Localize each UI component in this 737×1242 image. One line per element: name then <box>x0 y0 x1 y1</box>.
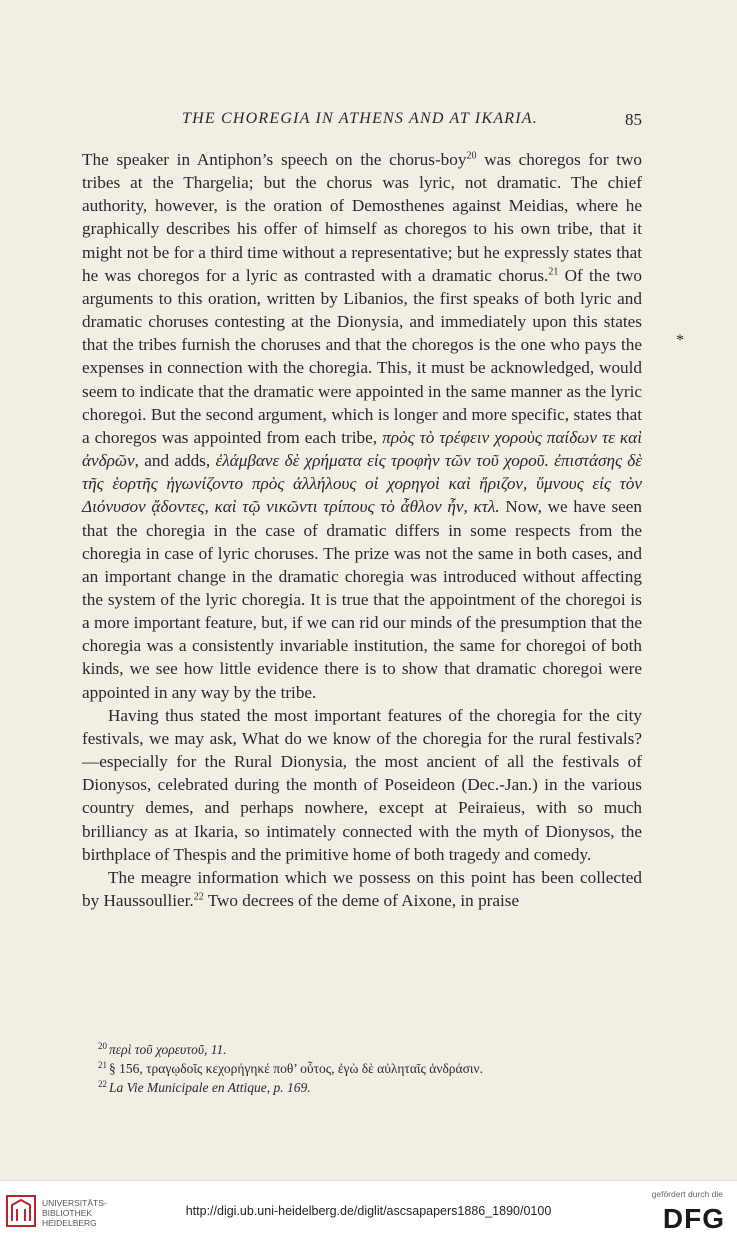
footnote-22 <box>82 1078 642 1097</box>
footnote-ref-21[interactable]: 21 <box>548 266 559 278</box>
text-run: Now, we have seen that the choregia in the case of dramatic differs in some respects from the choregia in case of lyric choruses. The prize was not the same in both cases, and an important change in the dramatic choregia was introduced without affecting the system of the lyric choregia. It is true that the appointment of the choregoi is a more important feature, but, if we can rid our minds of the presumption that the choregia was a consistently invariable institution, the same for choregoi of both kinds, we see how little evidence there is to show that dramatic choregoi were appointed in any way by the tribe. <box>82 497 642 702</box>
footnote-20 <box>82 1040 642 1059</box>
dfg-logo: DFG <box>662 1203 725 1234</box>
text-run: was choregos for two tribes at the Thargelia; but the chorus was lyric, not dramatic. The chief authority, however, is the oration of Demosthenes against Meidias, where he graphically describes his offer of himself as choregos to his own tribe, that it might not be for a third time without a representative; but he expressly states that he was choregos for a lyric as contrasted with a dramatic chorus. <box>82 150 642 285</box>
paragraph-2: Having thus stated the most important features of the choregia for the city festivals, we may ask, What do we know of the choregia for the rural festivals?—especially for the Rural Dionysia, the most ancient of all the festivals of Dionysos, celebrated during the month of Poseideon (Dec.-Jan.) in the various country demes, and perhaps nowhere, except at Peiraieus, with so much brilliancy as at Ikaria, so intimately connected with the myth of Dionysos, the birthplace of Thespis and the primitive home of both tragedy and comedy. <box>82 705 642 864</box>
funded-by-label: gefördert durch die <box>651 1189 723 1199</box>
footnote-number: 21 <box>98 1059 107 1070</box>
page-number: 85 <box>625 110 642 129</box>
margin-mark: * <box>676 332 684 349</box>
text-run: Two decrees of the deme of Aixone, in praise <box>203 891 520 910</box>
greek-quotation: ἐλάμβανε δὲ χρήματα εἰς τροφὴν τῶν τοῦ χοροῦ. ἐπιστάσης δὲ τῆς ἑορτῆς ἠγωνίζοντο πρὸς ἀλλήλους οἱ χορηγοὶ καὶ ἤριζον, ὕμνους εἰς τὸν Διόνυσον ᾄδοντες, καὶ τῷ νικῶντι τρίπους τὸ ἆθλον ἦν, κτλ. <box>82 451 643 517</box>
institution-line: BIBLIOTHEK <box>42 1208 93 1218</box>
footnote-text: § 156, τραγῳδοῖς κεχορήγηκέ ποθ’ οὗτος, ἐγὼ δὲ αὐληταῖς ἀνδράσιν. <box>109 1061 483 1076</box>
text-run: The speaker in Antiphon’s speech on the chorus-boy <box>82 150 467 169</box>
body-text <box>82 148 642 912</box>
running-title: THE CHOREGIA IN ATHENS AND AT IKARIA. <box>182 110 538 127</box>
paragraph-3 <box>82 866 642 912</box>
footnote-text: περὶ τοῦ χορευτοῦ, 11. <box>109 1042 227 1057</box>
text-run: Of the two arguments to this oration, written by Libanios, the first speaks of both lyric and dramatic choruses contesting at the Dionysia, and immediately upon this states that the tribes furnish the choruses and that the choregos is the one who pays the expenses in connection with the choregia. This, it must be acknowledged, would seem to indicate that the dramatic were appointed in the same manner as the lyric choregoi. But the second argument, which is longer and more specific, states that a choregos was appointed from each tribe, <box>82 265 642 447</box>
greek-quotation: πρὸς τὸ τρέφειν χοροὺς παίδων τε καὶ ἀνδρῶν <box>82 427 642 471</box>
footnote-number: 20 <box>98 1040 107 1051</box>
footnote-ref-22[interactable]: 22 <box>193 891 204 903</box>
footnote-number: 22 <box>98 1078 107 1089</box>
footnotes <box>82 1040 642 1097</box>
text-run: The meagre information which we possess on this point has been collected by Haussoullier. <box>82 867 642 910</box>
institution-line: HEIDELBERG <box>42 1218 97 1228</box>
institution-line: UNIVERSITÄTS- <box>42 1198 107 1208</box>
digitization-footer <box>0 1180 737 1242</box>
footnote-21 <box>82 1059 642 1078</box>
page-header <box>82 110 642 132</box>
footnote-text: La Vie Municipale en Attique, p. 169. <box>109 1080 311 1095</box>
footnote-ref-20[interactable]: 20 <box>466 150 477 162</box>
permalink-url[interactable]: http://digi.ub.uni-heidelberg.de/diglit/ascsapapers1886_1890/0100 <box>185 1204 552 1218</box>
text-run: , and adds, <box>134 451 216 471</box>
paragraph-1 <box>82 148 642 704</box>
